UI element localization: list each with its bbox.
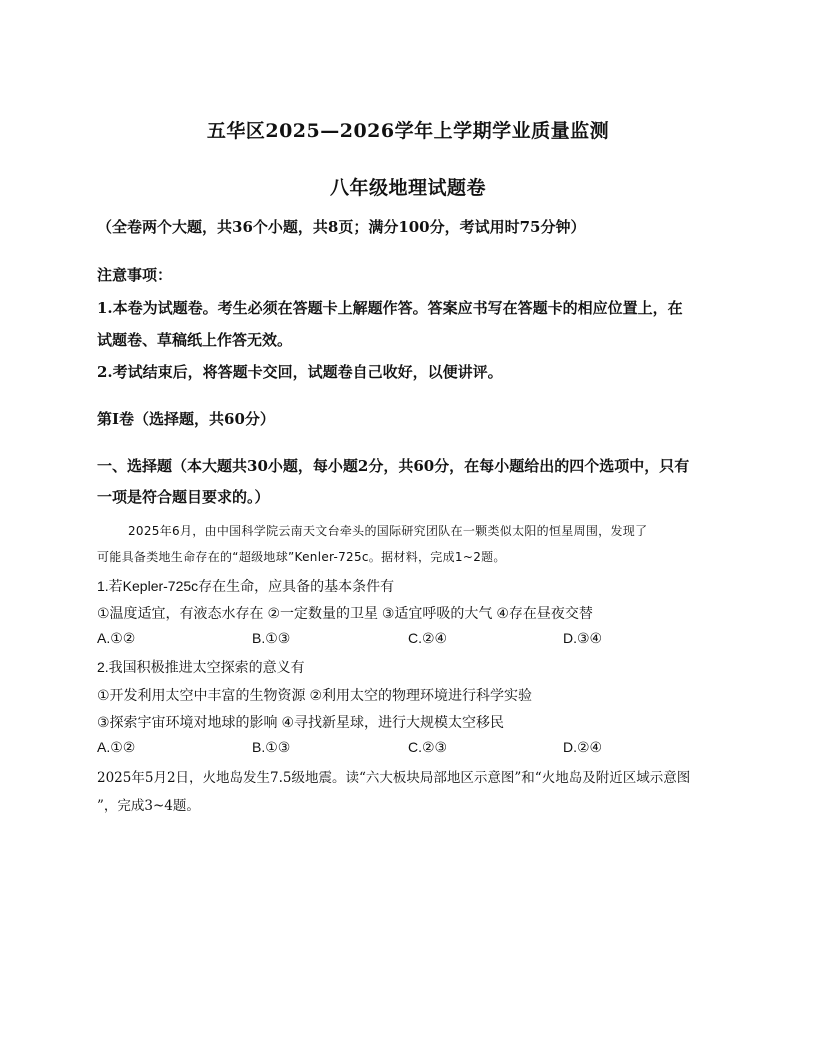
question-2-stem: 2.我国积极推进太空探索的意义有: [97, 659, 305, 675]
question-2-option-d: D.②④: [563, 739, 603, 755]
question-2-statements-line-1: ①开发利用太空中丰富的生物资源 ②利用太空的物理环境进行科学实验: [97, 687, 532, 703]
material-2-line-1: 2025年5月2日，火地岛发生7.5级地震。读“六大板块局部地区示意图”和“火地岛及附近区域示意图: [97, 770, 691, 786]
section-1-line-1: 一、选择题（本大题共30小题，每小题2分，共60分，在每小题给出的四个选项中，只有: [97, 457, 690, 475]
notes-heading: 注意事项：: [97, 266, 173, 284]
question-2-option-c: C.②③: [408, 739, 448, 755]
question-1-stem: 1.若Kepler-725c存在生命，应具备的基本条件有: [97, 578, 395, 594]
question-1-option-a: A.①②: [97, 630, 136, 646]
part-1-heading: 第Ⅰ卷（选择题，共60分）: [97, 410, 275, 428]
question-1-options: [97, 630, 717, 650]
question-1-option-c: C.②④: [408, 630, 448, 646]
notes-item-1-line-1: 1.本卷为试题卷。考生必须在答题卡上解题作答。答案应书写在答题卡的相应位置上，在: [97, 299, 683, 317]
notes-item-2: 2.考试结束后，将答题卡交回，试题卷自己收好，以便讲评。: [97, 363, 503, 381]
question-2-option-b: B.①③: [252, 739, 291, 755]
question-2-options: [97, 739, 717, 759]
material-1-line-2: 可能具备类地生命存在的“超级地球”Kenler-725c。据材料，完成1~2题。: [97, 550, 506, 564]
exam-title: 五华区2025—2026学年上学期学业质量监测: [206, 120, 610, 142]
material-2-line-2: ”，完成3~4题。: [97, 798, 200, 814]
question-2-statements-line-2: ③探索宇宙环境对地球的影响 ④寻找新星球，进行大规模太空移民: [97, 714, 504, 730]
question-1-statements: ①温度适宜，有液态水存在 ②一定数量的卫星 ③适宜呼吸的大气 ④存在昼夜交替: [97, 605, 593, 621]
notes-item-1-line-2: 试题卷、草稿纸上作答无效。: [97, 331, 293, 349]
question-1-option-d: D.③④: [563, 630, 603, 646]
question-1-option-b: B.①③: [252, 630, 291, 646]
exam-subtitle: 八年级地理试题卷: [329, 177, 486, 199]
exam-info: （全卷两个大题，共36个小题，共8页；满分100分，考试用时75分钟）: [97, 218, 586, 236]
question-2-option-a: A.①②: [97, 739, 136, 755]
section-1-line-2: 一项是符合题目要求的。）: [97, 488, 270, 506]
material-1-line-1: 2025年6月，由中国科学院云南天文台牵头的国际研究团队在一颗类似太阳的恒星周围，发现了: [128, 524, 648, 538]
